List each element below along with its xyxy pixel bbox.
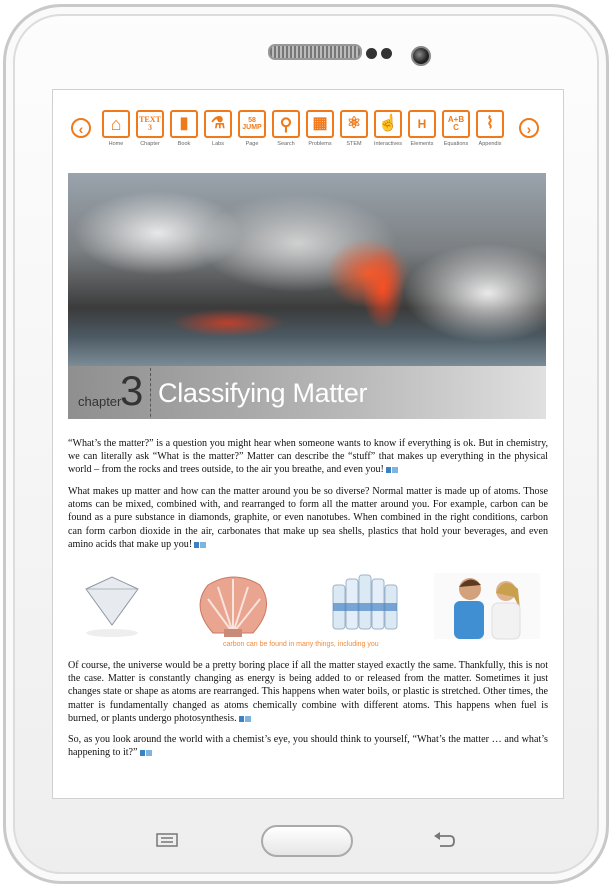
prev-page-button[interactable]: ‹ [71, 118, 91, 138]
chapter-banner [68, 366, 546, 419]
toolbar [53, 110, 563, 154]
toolbar-labs-button[interactable]: ⚗ Labs [202, 110, 234, 147]
back-key-icon[interactable] [432, 831, 456, 849]
audio-play-icon[interactable] [140, 749, 152, 757]
toolbar-page-button[interactable]: 58 JUMP Page [236, 110, 268, 147]
chapter-number: 3 [120, 367, 144, 414]
calculator-icon: ▦ [306, 110, 334, 138]
front-camera [411, 46, 431, 66]
next-page-button[interactable]: › [519, 118, 539, 138]
students-image [434, 573, 540, 639]
audio-play-icon[interactable] [194, 541, 206, 549]
toolbar-stem-button[interactable]: ⚛ STEM [338, 110, 370, 147]
audio-play-icon[interactable] [386, 466, 398, 474]
toolbar-book-button[interactable]: ▮ Book [168, 110, 200, 147]
toolbar-appendix-button[interactable]: ⌇ Appendix [474, 110, 506, 147]
toolbar-chapter-button[interactable]: TEXT 3 Chapter [134, 110, 166, 147]
paperclip-icon: ⌇ [476, 110, 504, 138]
chapter-icon: TEXT 3 [136, 110, 164, 138]
water-bottles-image [333, 575, 397, 629]
seashell-image [200, 577, 266, 637]
toolbar-interactives-button[interactable]: ☝ Interactives [372, 110, 404, 147]
hardware-home-button[interactable] [261, 825, 353, 857]
ebook-screen [52, 89, 564, 799]
toolbar-home-button[interactable]: ⌂ Home [100, 110, 132, 147]
chapter-word: chapter [78, 394, 122, 409]
menu-key-icon[interactable] [156, 833, 178, 847]
chapter-title: Classifying Matter [158, 378, 368, 408]
toolbar-problems-button[interactable]: ▦ Problems [304, 110, 336, 147]
diamond-image [86, 577, 138, 637]
paragraph-2: What makes up matter and how can the matter around you be so diverse? Normal matter is made up of atoms. Those atoms can be mixed, combined with, and rearranged to form all the matter around you. For example, carbon can be found as a pure substance in diamonds, graphite, or even nanotubes. When combined in the right conditions, carbon can form carbon dioxide in the air, carbonates that make up sea shells, plastics that hold your beverages, and even amino acids that make up you! [68, 486, 548, 550]
book-icon: ▮ [170, 110, 198, 138]
search-icon: ⚲ [272, 110, 300, 138]
chapter-hero [68, 173, 546, 419]
photo-caption: carbon can be found in many things, including you [223, 641, 379, 648]
equation-icon: A+B C [442, 110, 470, 138]
page-jump-icon: 58 JUMP [238, 110, 266, 138]
periodic-table-icon: H [408, 110, 436, 138]
touch-hand-icon: ☝ [374, 110, 402, 138]
paragraph-3: Of course, the universe would be a pretty boring place if all the matter stayed exactly the same. Thankfully, this is not the case. Matter is constantly changing as energy is being added to or released from the matter. Sometimes it just changes state or shape as atoms are rearranged. This happens when water boils, or plastic is stretched. Other times, the matter is fundamentally changed as atoms chemically combine with different atoms. This happens when fuel is burned, or plants undergo photosynthesis. [68, 660, 548, 724]
toolbar-elements-button[interactable]: H Elements [406, 110, 438, 147]
toolbar-search-button[interactable]: ⚲ Search [270, 110, 302, 147]
sensor-dot [381, 48, 392, 59]
chapter-divider [150, 368, 152, 419]
flask-icon: ⚗ [204, 110, 232, 138]
sensor-dot [366, 48, 377, 59]
audio-play-icon[interactable] [239, 715, 251, 723]
atom-icon: ⚛ [340, 110, 368, 138]
speaker-grille [268, 44, 362, 60]
paragraph-1: “What’s the matter?” is a question you might hear when someone wants to know if everything is ok. But in chemistry, we can literally ask “What is the matter?” Matter can describe the “stuff” that makes up everything in the physical world – from the rocks and trees outside, to the air you breathe, and even you! [68, 438, 548, 476]
toolbar-equations-button[interactable]: A+B C Equations [440, 110, 472, 147]
home-icon: ⌂ [102, 110, 130, 138]
lava-steam-photo [68, 173, 546, 366]
paragraph-4: So, as you look around the world with a chemist’s eye, you should think to yourself, “What’s the matter … and what’s happening to it?” [68, 734, 548, 759]
